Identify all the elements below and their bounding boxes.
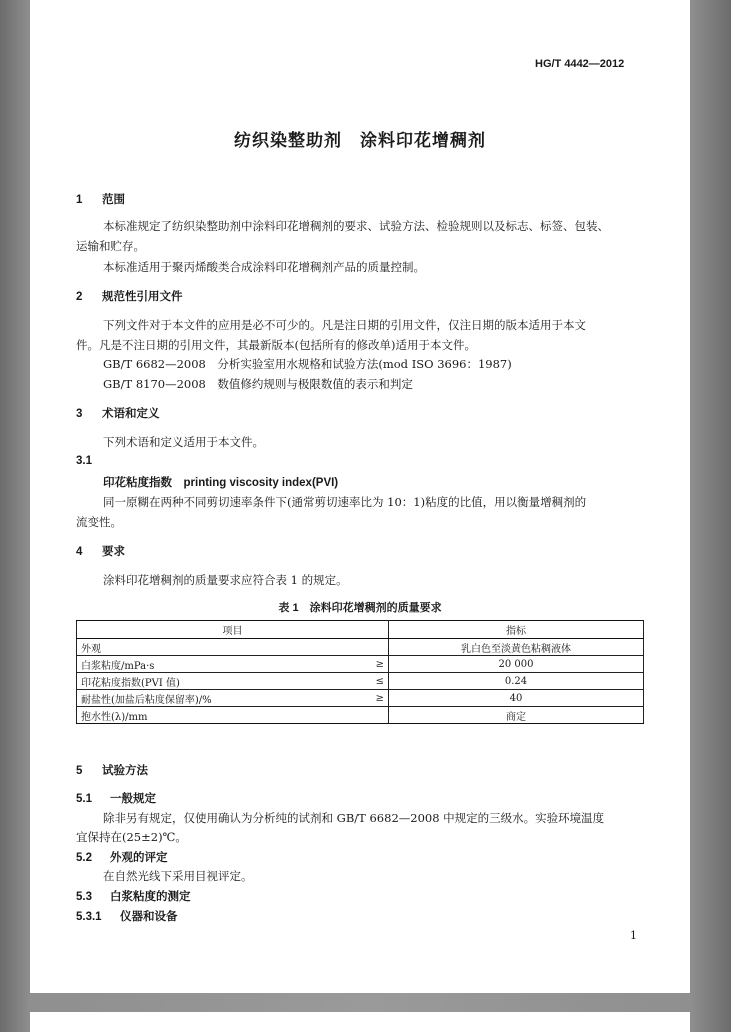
paragraph: 在自然光线下采用目视评定。 bbox=[103, 869, 253, 883]
paragraph: 下列文件对于本文件的应用是必不可少的。凡是注日期的引用文件，仅注日期的版本适用于本文 bbox=[103, 318, 586, 332]
table-row bbox=[77, 639, 644, 656]
paragraph: 流变性。 bbox=[76, 515, 122, 529]
table-cell-value: 乳白色至淡黄色粘稠液体 bbox=[389, 639, 644, 656]
term-entry: 印花粘度指数 printing viscosity index(PVI) bbox=[103, 477, 339, 489]
section-title: 规范性引用文件 bbox=[102, 291, 183, 303]
table-row bbox=[77, 707, 644, 724]
section-1-heading bbox=[76, 191, 125, 207]
table-cell-item: 耐盐性(加盐后粘度保留率)/% bbox=[77, 690, 361, 707]
paragraph: 宜保持在(25±2)℃。 bbox=[76, 830, 187, 844]
table-cell-operator bbox=[360, 639, 389, 656]
subsection-number: 5.3.1 bbox=[76, 911, 102, 923]
subsection-5-2-heading bbox=[76, 849, 168, 865]
table-cell-value: 40 bbox=[389, 690, 644, 707]
section-3-heading bbox=[76, 405, 160, 421]
section-title: 范围 bbox=[102, 194, 125, 206]
table-cell-item: 印花粘度指数(PVI 值) bbox=[77, 673, 361, 690]
reference-item: GB/T 6682—2008 分析实验室用水规格和试验方法(mod ISO 3696：1987) bbox=[103, 357, 512, 371]
subsection-number: 5.2 bbox=[76, 852, 92, 864]
column-header-value: 指标 bbox=[389, 621, 644, 639]
section-number: 4 bbox=[76, 546, 83, 558]
table-cell-operator bbox=[360, 707, 389, 724]
section-2-heading bbox=[76, 288, 183, 304]
requirements-table bbox=[76, 620, 644, 724]
table-cell-value: 商定 bbox=[389, 707, 644, 724]
paragraph: 除非另有规定，仅使用确认为分析纯的试剂和 GB/T 6682—2008 中规定的三级水。实验环境温度 bbox=[103, 811, 605, 825]
subsection-title: 白浆粘度的测定 bbox=[110, 891, 191, 903]
reference-item: GB/T 8170—2008 数值修约规则与极限数值的表示和判定 bbox=[103, 377, 413, 391]
table-cell-operator: ≤ bbox=[360, 673, 389, 690]
document-code: HG/T 4442—2012 bbox=[535, 58, 625, 70]
table-cell-item: 白浆粘度/mPa·s bbox=[77, 656, 361, 673]
next-page-edge bbox=[30, 1012, 690, 1032]
subsection-title: 外观的评定 bbox=[110, 852, 168, 864]
subsection-number: 5.1 bbox=[76, 793, 92, 805]
document-page bbox=[30, 0, 690, 993]
table-row bbox=[77, 690, 644, 707]
subsection-5-3-heading bbox=[76, 888, 191, 904]
table-header-row bbox=[77, 621, 644, 639]
subsection-5-3-1-heading bbox=[76, 908, 178, 924]
table-cell-value: 20 000 bbox=[389, 656, 644, 673]
subsection-title: 一般规定 bbox=[110, 793, 156, 805]
page-number: 1 bbox=[630, 929, 637, 942]
subsection-number: 5.3 bbox=[76, 891, 92, 903]
section-4-heading bbox=[76, 543, 125, 559]
paragraph: 运输和贮存。 bbox=[76, 239, 145, 253]
subsection-5-1-heading bbox=[76, 790, 156, 806]
document-title: 纺织染整助剂 涂料印花增稠剂 bbox=[234, 131, 486, 151]
section-title: 术语和定义 bbox=[102, 408, 160, 420]
section-number: 5 bbox=[76, 765, 83, 777]
paragraph: 涂料印花增稠剂的质量要求应符合表 1 的规定。 bbox=[103, 573, 348, 587]
table-row bbox=[77, 673, 644, 690]
section-number: 3 bbox=[76, 408, 83, 420]
table-row bbox=[77, 656, 644, 673]
section-title: 要求 bbox=[102, 546, 125, 558]
table-caption: 表 1 涂料印花增稠剂的质量要求 bbox=[278, 602, 442, 614]
section-number: 2 bbox=[76, 291, 83, 303]
paragraph: 本标准规定了纺织染整助剂中涂料印花增稠剂的要求、试验方法、检验规则以及标志、标签、包装、 bbox=[103, 219, 609, 233]
subsection-title: 仪器和设备 bbox=[120, 911, 178, 923]
paragraph: 下列术语和定义适用于本文件。 bbox=[103, 435, 264, 449]
table-cell-value: 0.24 bbox=[389, 673, 644, 690]
table-cell-item: 抱水性(λ)/mm bbox=[77, 707, 361, 724]
section-5-heading bbox=[76, 762, 148, 778]
paragraph: 件。凡是不注日期的引用文件，其最新版本(包括所有的修改单)适用于本文件。 bbox=[76, 338, 476, 352]
column-header-item: 项目 bbox=[77, 621, 389, 639]
table-cell-operator: ≥ bbox=[360, 690, 389, 707]
paragraph: 同一原糊在两种不同剪切速率条件下(通常剪切速率比为 10：1)粘度的比值，用以衡量增稠剂的 bbox=[103, 495, 587, 509]
table-cell-item: 外观 bbox=[77, 639, 361, 656]
table-cell-operator: ≥ bbox=[360, 656, 389, 673]
section-title: 试验方法 bbox=[102, 765, 148, 777]
subsection-number: 3.1 bbox=[76, 455, 92, 467]
section-number: 1 bbox=[76, 194, 83, 206]
paragraph: 本标准适用于聚丙烯酸类合成涂料印花增稠剂产品的质量控制。 bbox=[103, 260, 425, 274]
